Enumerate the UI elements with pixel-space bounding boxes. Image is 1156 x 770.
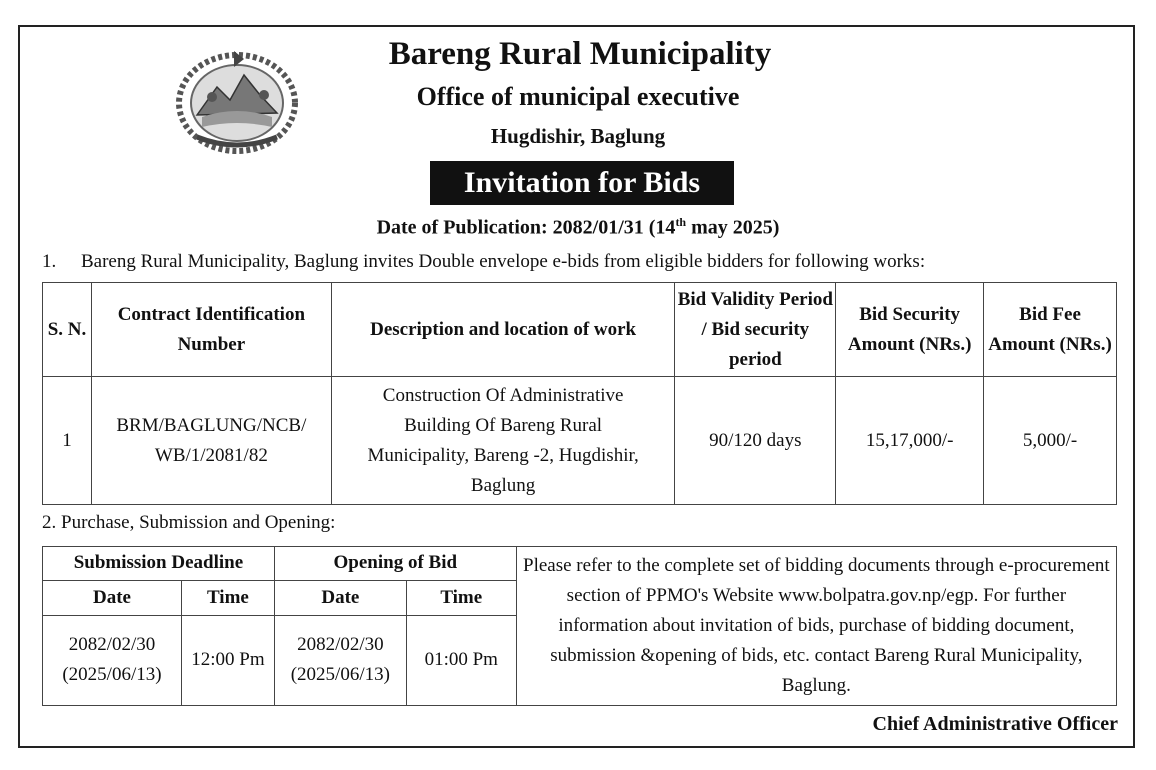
opening-time-label: Time [406, 580, 516, 615]
header-security: Bid Security Amount (NRs.) [836, 283, 984, 377]
publication-date: Date of Publication: 2082/01/31 (14th may 2025) [376, 215, 780, 239]
opening-bid-heading: Opening of Bid [274, 547, 516, 581]
submission-date-label: Date [43, 580, 182, 615]
header-sn: S. N. [43, 283, 92, 377]
section2-heading: 2. Purchase, Submission and Opening: [42, 512, 336, 533]
works-header-row [43, 283, 1117, 377]
header-fee: Bid Fee Amount (NRs.) [984, 283, 1117, 377]
header-description: Description and location of work [331, 283, 675, 377]
intro-text: Bareng Rural Municipality, Baglung invites Double envelope e-bids from eligible bidders for following works: [81, 251, 926, 272]
office-location: Hugdishir, Baglung [490, 124, 666, 148]
submission-time: 12:00 Pm [181, 615, 274, 705]
cell-description: Construction Of Administrative Building Of Bareng Rural Municipality, Bareng -2, Hugdishir, Baglung [331, 377, 675, 505]
schedule-table [42, 546, 1117, 706]
cell-validity: 90/120 days [675, 377, 836, 505]
cell-security: 15,17,000/- [836, 377, 984, 505]
submission-time-label: Time [181, 580, 274, 615]
opening-time: 01:00 Pm [406, 615, 516, 705]
bidding-note: Please refer to the complete set of bidding documents through e-procurement section of PPMO's Website www.bolpatra.gov.np/egp. For further information about invitation of bids, purchase of bidding document, submission &opening of bids, etc. contact Bareng Rural Municipality, Baglung. [516, 547, 1116, 706]
office-subtitle: Office of municipal executive [416, 82, 740, 111]
intro-paragraph [42, 251, 925, 273]
submission-date: 2082/02/30 (2025/06/13) [43, 615, 182, 705]
header-validity: Bid Validity Period / Bid security period [675, 283, 836, 377]
opening-date: 2082/02/30 (2025/06/13) [274, 615, 406, 705]
table-row [43, 377, 1117, 505]
header-contract: Contract Identification Number [91, 283, 331, 377]
cell-sn: 1 [43, 377, 92, 505]
submission-deadline-heading: Submission Deadline [43, 547, 275, 581]
signature: Chief Administrative Officer [872, 713, 1118, 735]
intro-number: 1. [42, 251, 57, 272]
cell-contract: BRM/BAGLUNG/NCB/ WB/1/2081/82 [91, 377, 331, 505]
opening-date-label: Date [274, 580, 406, 615]
invitation-banner: Invitation for Bids [430, 161, 734, 205]
municipality-title: Bareng Rural Municipality [388, 36, 772, 72]
cell-fee: 5,000/- [984, 377, 1117, 505]
works-table [42, 282, 1117, 505]
